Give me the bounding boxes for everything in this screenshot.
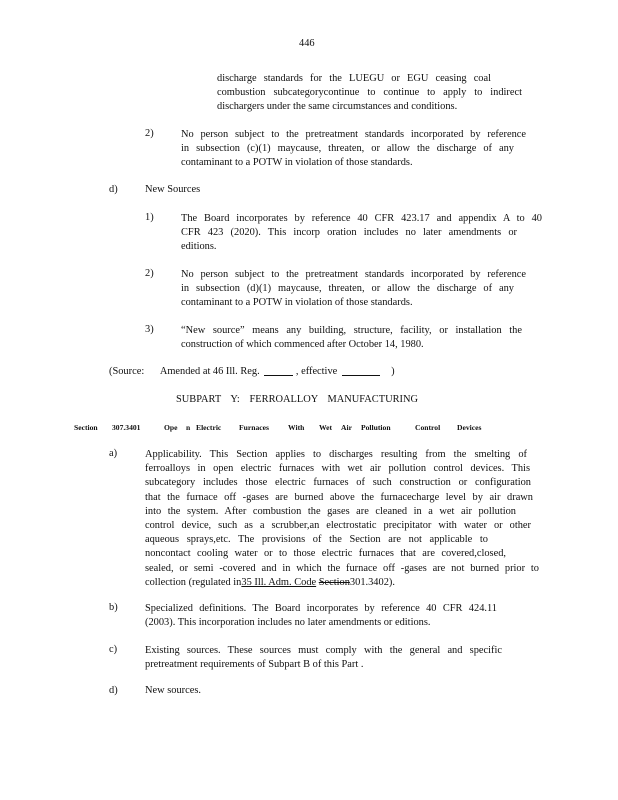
text-line: “New source” means any building, structure, facility, or installation the xyxy=(181,325,522,336)
text-line: contaminant to a POTW in violation of those standards. xyxy=(181,157,413,169)
text-line: that the furnace off -gases are burned above the furnacecharge level by air drawn xyxy=(145,491,533,503)
source-prefix: (Source: xyxy=(109,366,145,377)
source-effective: , effective xyxy=(295,366,338,377)
paragraph-d3 xyxy=(181,324,522,352)
subsection-heading: New Sources xyxy=(145,184,201,195)
section-word: Section xyxy=(74,423,98,432)
source-note xyxy=(109,366,395,377)
paragraph-letter: b) xyxy=(109,602,118,613)
section-title-word: Ope xyxy=(164,423,178,432)
text-line: control device, such as a scrubber,an electrostatic precipitator with water or other xyxy=(145,520,531,532)
section-title-word: With xyxy=(288,423,305,432)
text-line: editions. xyxy=(181,241,217,253)
text-line: into the system. After combustion the gases are cleaned in a wet air pollution xyxy=(145,505,516,517)
paragraph-letter: c) xyxy=(109,644,118,655)
section-number: 307.3401 xyxy=(112,423,141,432)
source-amended: Amended at 46 Ill. Reg. xyxy=(159,366,260,377)
text-line: aqueous sprays,etc. The provisions of the Section are not applicable to xyxy=(145,534,488,546)
text-line: contaminant to a POTW in violation of those standards. xyxy=(181,297,413,309)
text-line: pretreatment requirements of Subpart B of this Part . xyxy=(145,659,364,671)
paragraph-c xyxy=(145,644,502,672)
text-line: No person subject to the pretreatment standards incorporated by reference xyxy=(181,129,526,140)
section-title-word: Wet xyxy=(319,423,333,432)
text-line: Existing sources. These sources must comply with the general and specific xyxy=(145,645,502,656)
item-number: 1) xyxy=(145,212,154,223)
paragraph-d2 xyxy=(181,268,526,311)
section-title-word: Furnaces xyxy=(239,423,269,432)
section-title-word: Pollution xyxy=(361,423,391,432)
subpart-title: SUBPART Y: FERROALLOY MANUFACTURING xyxy=(176,394,418,405)
page-number: 446 xyxy=(299,38,315,49)
text-line: Specialized definitions. The Board incorporates by reference 40 CFR 424.11 xyxy=(145,603,497,614)
text-line: noncontact cooling water or to those electric furnaces that are covered,closed, xyxy=(145,548,506,560)
inserted-text: 35 Ill. Adm. Code xyxy=(241,576,317,588)
source-close: ) xyxy=(391,366,395,377)
text-line: No person subject to the pretreatment standards incorporated by reference xyxy=(181,269,526,280)
text-line xyxy=(145,576,539,590)
effective-date-blank xyxy=(342,375,380,376)
subsection-letter: d) xyxy=(109,184,118,195)
paragraph-letter: a) xyxy=(109,448,118,459)
text-line: subcategory includes those electric furnaces of such construction or configuration xyxy=(145,477,531,489)
paragraph-c2 xyxy=(181,128,526,171)
text-line: in subsection (c)(1) maycause, threaten, or allow the discharge of any xyxy=(181,143,514,155)
section-title-word: Electric xyxy=(196,423,222,432)
text-line: (2003). This incorporation includes no later amendments or editions. xyxy=(145,617,431,629)
text-line: Applicability. This Section applies to discharges resulting from the smelting of xyxy=(145,449,527,460)
text-segment: 301.3402). xyxy=(349,576,395,588)
text-line: sealed, or semi -covered and in which the furnace off -gases are not burned prior to xyxy=(145,562,539,574)
struck-text: Section xyxy=(318,576,350,588)
paragraph-letter: d) xyxy=(109,685,118,696)
text-line: in subsection (d)(1) maycause, threaten, or allow the discharge of any xyxy=(181,283,514,295)
paragraph-d: New sources. xyxy=(145,685,201,696)
text-line: ferroalloys in open electric furnaces with wet air pollution control devices. This xyxy=(145,463,530,475)
text-line: The Board incorporates by reference 40 CFR 423.17 and appendix A to 40 xyxy=(181,213,542,224)
text-segment: collection (regulated in xyxy=(145,576,242,588)
item-number: 2) xyxy=(145,128,154,139)
section-title-word: Devices xyxy=(457,423,482,432)
continuation-paragraph xyxy=(217,72,522,115)
section-title-word: Control xyxy=(415,423,441,432)
paragraph-b xyxy=(145,602,497,630)
text-line: discharge standards for the LUEGU or EGU ceasing coal xyxy=(217,73,491,84)
item-number: 2) xyxy=(145,268,154,279)
register-blank xyxy=(264,375,293,376)
paragraph-d1 xyxy=(181,212,542,255)
section-title-word: Air xyxy=(341,423,352,432)
text-line: construction of which commenced after October 14, 1980. xyxy=(181,339,424,351)
item-number: 3) xyxy=(145,324,154,335)
paragraph-a xyxy=(145,448,539,590)
section-title-word: n xyxy=(186,423,191,432)
text-line: CFR 423 (2020). This incorp oration includes no later amendments or xyxy=(181,227,517,239)
text-line: dischargers under the same circumstances and conditions. xyxy=(217,101,458,113)
text-line: combustion subcategorycontinue to continue to apply to indirect xyxy=(217,87,522,99)
